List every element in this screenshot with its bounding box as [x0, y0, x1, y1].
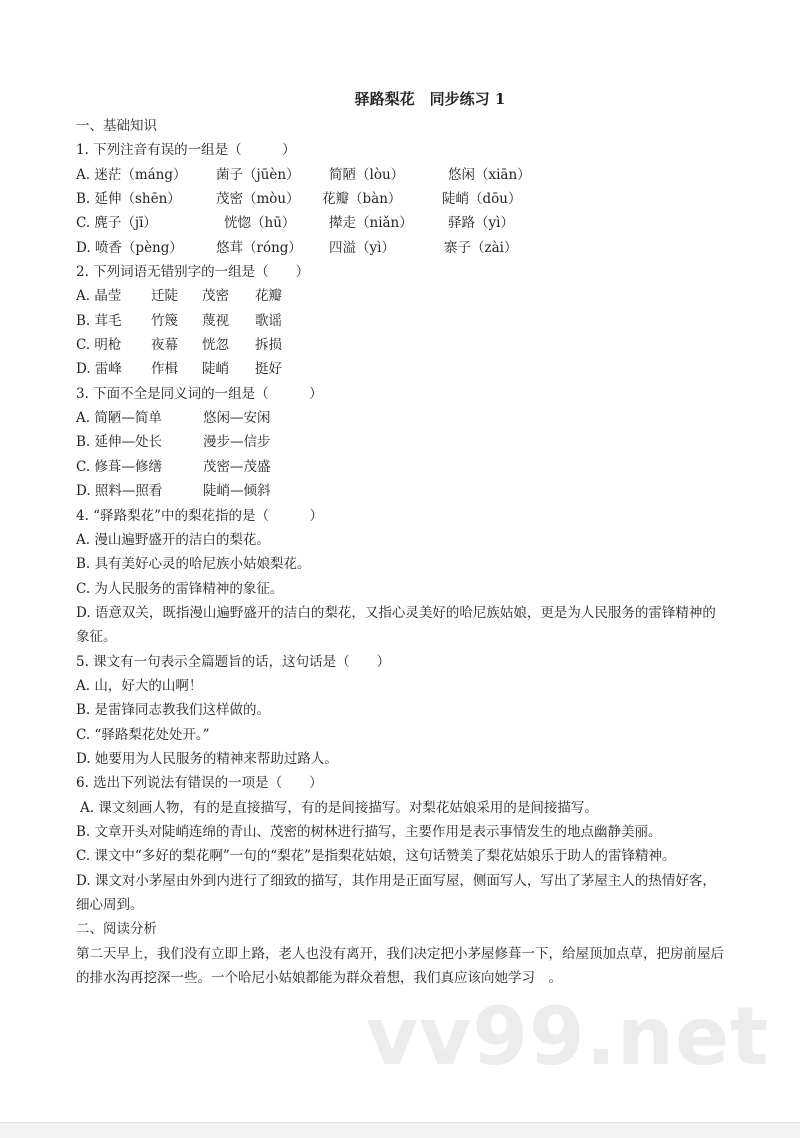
q1-option-a: [76, 163, 726, 187]
q6-option-d: D. 课文对小茅屋由外到内进行了细致的描写，其作用是正面写屋，侧面写人，写出了茅屋主人的热情好客，细心周到。: [76, 872, 716, 913]
word: 陡峭: [202, 361, 229, 378]
word: 竹篾: [151, 312, 178, 329]
q1-option-b: [76, 187, 726, 211]
pair: 茂密—茂盛: [203, 458, 271, 475]
pair: 陡峭—倾斜: [203, 483, 271, 500]
q1-a-4: 悠闲（xiān）: [448, 166, 531, 183]
word: 拆损: [255, 337, 282, 354]
q3-option-a: [76, 406, 726, 430]
question-1-stem: 1. 下列注音有误的一组是（ ）: [76, 142, 296, 159]
q1-d-4: 寨子（zài）: [444, 239, 518, 256]
pair: C. 修葺—修缮: [76, 458, 162, 475]
word: C. 明枪: [76, 337, 122, 354]
word: 夜幕: [151, 337, 178, 354]
q2-option-d: [76, 357, 726, 381]
question-6-stem: 6. 选出下列说法有错误的一项是（ ）: [76, 775, 323, 792]
q6-option-c: C. 课文中“多好的梨花啊”一句的“梨花”是指梨花姑娘，这句话赞美了梨花姑娘乐于助人的雷锋精神。: [76, 848, 676, 865]
q1-c-1: C. 麂子（jī）: [76, 215, 157, 232]
page-edge: [0, 1122, 800, 1138]
question-4-stem: 4. “驿路梨花”中的梨花指的是（ ）: [76, 507, 323, 524]
section-heading: 二、阅读分析: [76, 921, 157, 938]
question-5-stem: 5. 课文有一句表示全篇题旨的话，这句话是（ ）: [76, 653, 391, 670]
pair: D. 照料—照看: [76, 483, 163, 500]
q3-option-d: [76, 479, 726, 503]
q5-option-b: B. 是雷锋同志教我们这样做的。: [76, 702, 271, 719]
word: A. 晶莹: [76, 288, 122, 305]
q4-option-a: A. 漫山遍野盛开的洁白的梨花。: [76, 531, 270, 548]
q1-c-3: 撵走（niǎn）: [329, 215, 413, 232]
q1-d-1: D. 喷香（pèng）: [76, 239, 183, 256]
reading-passage: 第二天早上，我们没有立即上路，老人也没有离开，我们决定把小茅屋修葺一下，给屋顶加点草，把房前屋后的排水沟再挖深一些。一个哈尼小姑娘都能为群众着想，我们真应该向她学习 。: [76, 945, 724, 987]
q1-c-4: 驿路（yì）: [448, 215, 514, 232]
q1-a-3: 简陋（lòu）: [329, 166, 405, 183]
q3-option-b: [76, 430, 726, 454]
pair: 悠闲—安闲: [203, 410, 271, 427]
q4-option-d: D. 语意双关，既指漫山遍野盛开的洁白的梨花，又指心灵美好的哈尼族姑娘，更是为人民服务的雷锋精神的象征。: [76, 604, 716, 646]
q6-option-a: A. 课文刻画人物，有的是直接描写，有的是间接描写。对梨花姑娘采用的是间接描写。: [80, 799, 598, 816]
word: 茂密: [202, 288, 229, 305]
q5-option-a: A. 山，好大的山啊！: [76, 677, 203, 694]
document-body: [76, 114, 726, 990]
watermark: vv99.net: [366, 990, 770, 1083]
q4-option-b: B. 具有美好心灵的哈尼族小姑娘梨花。: [76, 556, 311, 573]
q1-d-2: 悠茸（róng）: [216, 239, 302, 256]
q1-b-1: B. 延伸（shēn）: [76, 191, 181, 208]
pair: B. 延伸—处长: [76, 434, 163, 451]
word: 歌谣: [255, 312, 282, 329]
q1-option-d: [76, 236, 726, 260]
word: 恍忽: [202, 337, 229, 354]
q5-option-c: C. “驿路梨花处处开。”: [76, 726, 210, 743]
q1-b-2: 茂密（mòu）: [216, 191, 300, 208]
pair: A. 简陋—简单: [76, 410, 162, 427]
q4-option-c: C. 为人民服务的雷锋精神的象征。: [76, 580, 284, 597]
question-3-stem: 3. 下面不全是同义词的一组是（ ）: [76, 385, 323, 402]
q2-option-c: [76, 333, 726, 357]
q1-a-1: A. 迷茫（máng）: [76, 166, 187, 183]
q1-b-4: 陡峭（dōu）: [442, 191, 522, 208]
question-2-stem: 2. 下列词语无错别字的一组是（ ）: [76, 264, 310, 281]
q1-c-2: 恍惚（hū）: [224, 215, 296, 232]
word: B. 茸毛: [76, 312, 122, 329]
q1-b-3: 花瓣（bàn）: [322, 191, 402, 208]
word: 花瓣: [255, 288, 282, 305]
word: 蔑视: [202, 312, 229, 329]
q1-a-2: 菌子（jūèn）: [216, 166, 300, 183]
q5-option-d: D. 她要用为人民服务的精神来帮助过路人。: [76, 750, 338, 767]
q2-option-b: [76, 309, 726, 333]
q1-d-3: 四溢（yì）: [329, 239, 395, 256]
q6-option-b: B. 文章开头对陡峭连绵的青山、茂密的树林进行描写，主要作用是表示事情发生的地点幽静美丽。: [76, 823, 662, 840]
section-heading: 一、基础知识: [76, 118, 157, 134]
q1-option-c: [76, 211, 726, 235]
q2-option-a: [76, 284, 726, 308]
word: D. 雷峰: [76, 361, 122, 378]
pair: 漫步—信步: [203, 434, 271, 451]
word: 作楫: [151, 361, 178, 378]
document-title: 驿路梨花 同步练习 1: [354, 90, 506, 108]
word: 挺好: [255, 361, 282, 378]
word: 迁陡: [151, 288, 178, 305]
q3-option-c: [76, 455, 726, 479]
